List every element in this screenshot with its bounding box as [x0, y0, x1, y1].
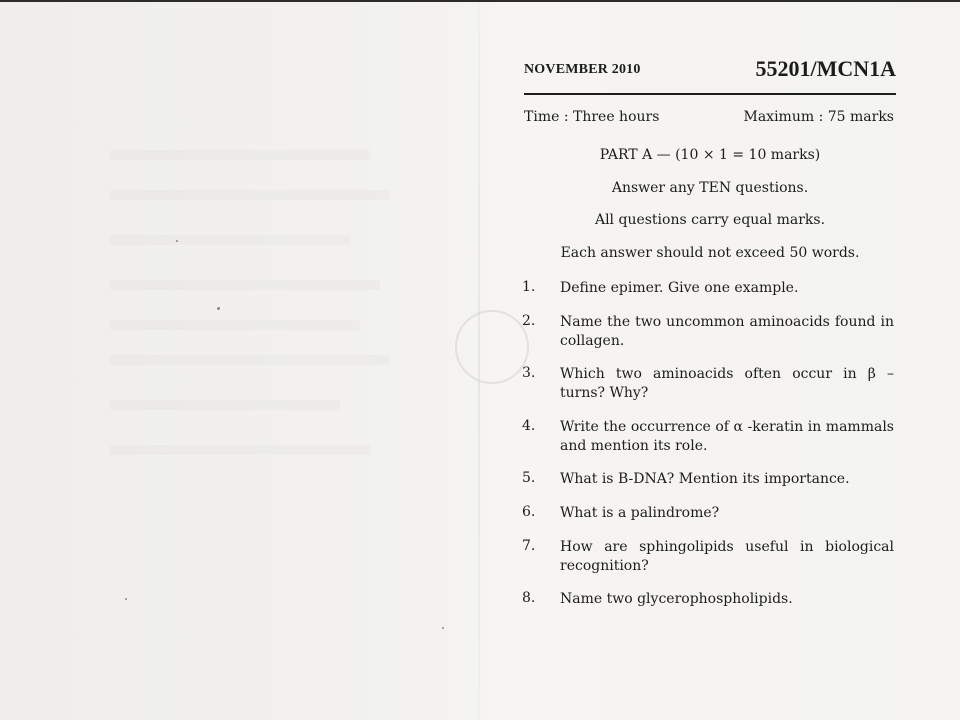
question-number: 5.	[522, 470, 536, 486]
instruction-equal-marks: All questions carry equal marks.	[594, 212, 826, 228]
scan-speck	[176, 240, 178, 242]
question-number: 7.	[522, 538, 536, 554]
watermark-seal	[455, 310, 529, 384]
question-number: 2.	[522, 313, 536, 329]
show-through-left-7	[110, 400, 340, 410]
scan-speck	[217, 307, 220, 310]
show-through-left-2	[110, 190, 390, 200]
show-through-left-5	[110, 320, 360, 330]
show-through-left-4	[110, 280, 380, 290]
exam-date: NOVEMBER 2010	[524, 62, 641, 77]
question-text: Name the two uncommon aminoacids found in collagen.	[560, 314, 894, 349]
question-number: 3.	[522, 365, 536, 381]
show-through-left-8	[110, 445, 370, 455]
instruction-word-limit: Each answer should not exceed 50 words.	[560, 245, 860, 261]
question-text: What is B-DNA? Mention its importance.	[560, 471, 850, 487]
scan-speck	[125, 598, 127, 600]
question-text: Which two aminoacids often occur in β – turns? Why?	[560, 366, 894, 401]
question-number: 1.	[522, 279, 536, 295]
question-number: 8.	[522, 590, 536, 606]
part-title: PART A — (10 × 1 = 10 marks)	[599, 147, 821, 163]
scan-top-edge	[0, 0, 960, 2]
question-text: Name two glycerophospholipids.	[560, 591, 793, 607]
show-through-left-6	[110, 355, 390, 365]
exam-code: 55201/MCN1A	[755, 56, 896, 81]
show-through-left-3	[110, 235, 350, 245]
maximum-marks: Maximum : 75 marks	[743, 109, 894, 125]
show-through-left-1	[110, 150, 370, 160]
question-text: Write the occurrence of α -keratin in mammals and mention its role.	[560, 419, 894, 454]
scan-speck	[442, 627, 444, 629]
question-text: How are sphingolipids useful in biological recognition?	[560, 539, 894, 574]
question-number: 6.	[522, 504, 536, 520]
exam-duration: Time : Three hours	[524, 109, 660, 125]
question-number: 4.	[522, 418, 536, 434]
instruction-answer-any: Answer any TEN questions.	[611, 180, 809, 196]
question-text: What is a palindrome?	[560, 505, 720, 521]
header-rule	[524, 93, 896, 95]
question-text: Define epimer. Give one example.	[560, 280, 799, 296]
